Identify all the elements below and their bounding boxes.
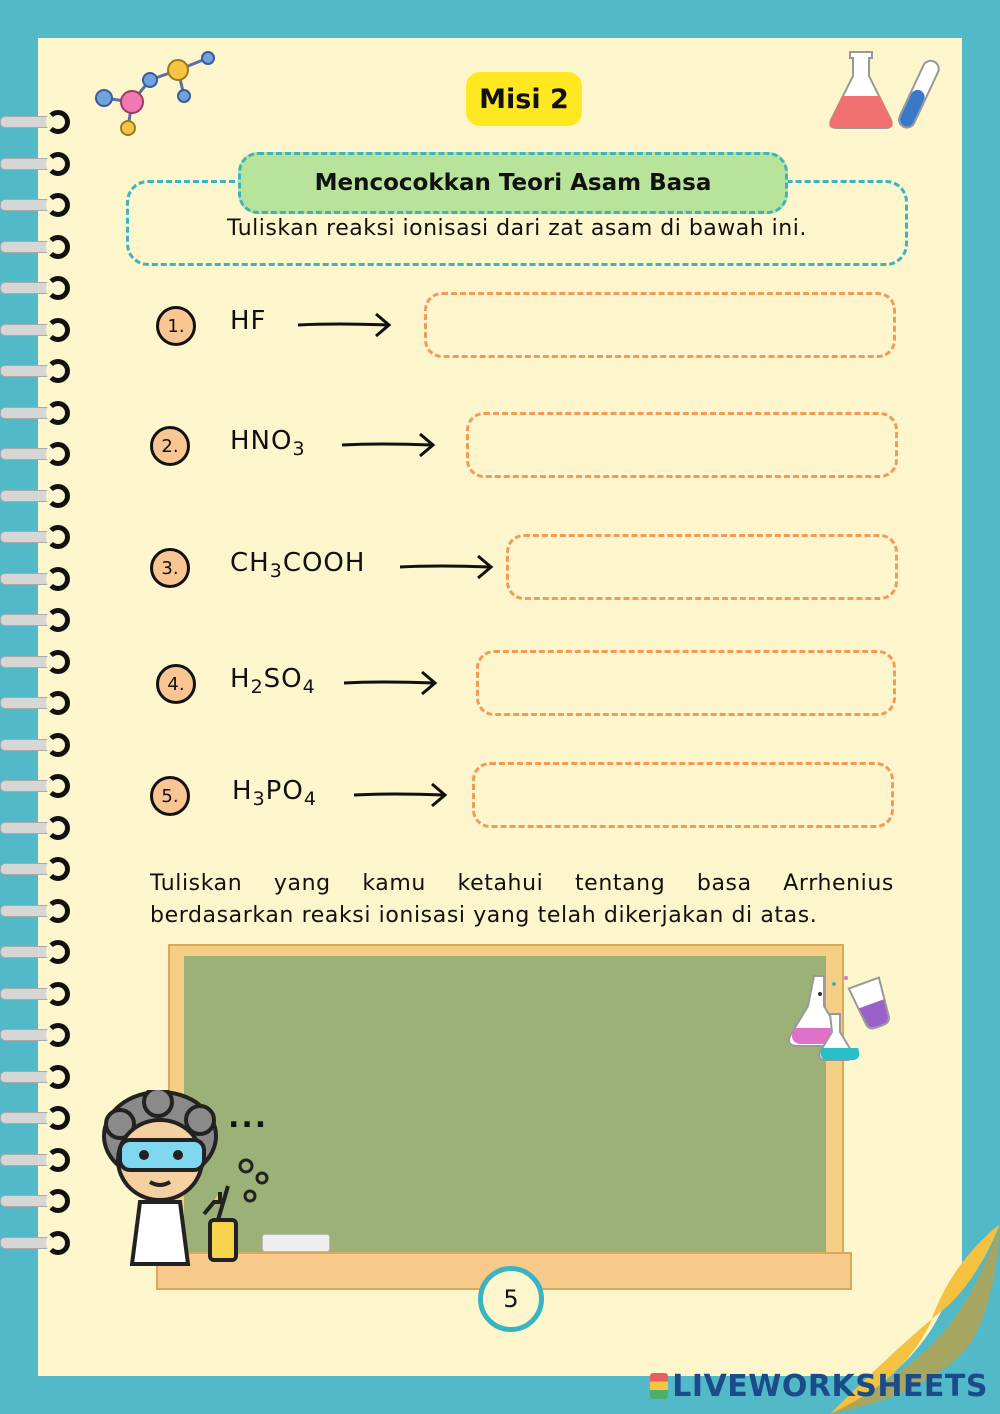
acid-formula xyxy=(232,776,317,810)
brand-mark-icon xyxy=(650,1373,668,1399)
brand-text: LIVEWORKSHEETS xyxy=(672,1369,988,1404)
formula-subscript: 4 xyxy=(303,788,317,811)
flask-icon xyxy=(826,48,896,132)
section-title: Mencocokkan Teori Asam Basa xyxy=(238,152,788,214)
spiral-ring xyxy=(0,567,70,589)
thinking-dots: ... xyxy=(228,1100,269,1135)
arrow-right-icon xyxy=(342,668,438,698)
answer-box[interactable] xyxy=(472,762,894,828)
spiral-ring xyxy=(0,1023,70,1045)
item-number: 2. xyxy=(150,426,190,466)
formula-symbol: H xyxy=(230,664,251,694)
molecule-icon xyxy=(90,50,220,140)
spiral-ring xyxy=(0,525,70,547)
acid-formula xyxy=(230,664,316,698)
spiral-ring xyxy=(0,982,70,1004)
spiral-ring xyxy=(0,1189,70,1211)
mission-badge: Misi 2 xyxy=(466,72,582,126)
formula-symbol: COOH xyxy=(282,548,366,578)
formula-symbol: HF xyxy=(230,306,267,336)
spiral-ring xyxy=(0,401,70,423)
answer-board[interactable] xyxy=(184,956,826,1252)
test-tube-icon xyxy=(894,56,942,136)
spiral-ring xyxy=(0,276,70,298)
acid-formula xyxy=(230,426,306,460)
spiral-ring xyxy=(0,650,70,672)
spiral-ring xyxy=(0,1065,70,1087)
formula-subscript: 3 xyxy=(292,438,306,461)
arrow-right-icon xyxy=(352,780,448,810)
acid-formula xyxy=(230,548,365,582)
question-text: Tuliskan yang kamu ketahui tentang basa Arrhenius berdasarkan reaksi ionisasi yang telah dikerjakan di atas. xyxy=(150,871,894,928)
spiral-ring xyxy=(0,733,70,755)
item-number: 1. xyxy=(156,306,196,346)
spiral-ring xyxy=(0,1148,70,1170)
formula-symbol: H xyxy=(232,776,253,806)
answer-box[interactable] xyxy=(424,292,896,358)
brand-logo[interactable] xyxy=(650,1369,988,1404)
spiral-ring xyxy=(0,1106,70,1128)
spiral-ring xyxy=(0,899,70,921)
item-number: 4. xyxy=(156,664,196,704)
spiral-ring xyxy=(0,318,70,340)
formula-subscript: 2 xyxy=(250,676,264,699)
spiral-ring xyxy=(0,940,70,962)
formula-symbol: SO xyxy=(263,664,303,694)
answer-box[interactable] xyxy=(506,534,898,600)
spiral-ring xyxy=(0,691,70,713)
spiral-ring xyxy=(0,359,70,381)
formula-symbol: HNO xyxy=(230,426,293,456)
arrow-right-icon xyxy=(398,552,494,582)
item-number: 5. xyxy=(150,776,190,816)
spiral-ring xyxy=(0,1231,70,1253)
spiral-ring xyxy=(0,774,70,796)
instruction-text: Tuliskan reaksi ionisasi dari zat asam di bawah ini. xyxy=(227,216,807,241)
acid-formula xyxy=(230,306,267,336)
spiral-ring xyxy=(0,857,70,879)
answer-box[interactable] xyxy=(466,412,898,478)
spiral-ring xyxy=(0,235,70,257)
spiral-ring xyxy=(0,816,70,838)
arrow-right-icon xyxy=(340,430,436,460)
item-number: 3. xyxy=(150,548,190,588)
formula-symbol: CH xyxy=(230,548,270,578)
spiral-ring xyxy=(0,152,70,174)
spiral-ring xyxy=(0,110,70,132)
page-number: 5 xyxy=(478,1266,544,1332)
spiral-ring xyxy=(0,608,70,630)
spiral-ring xyxy=(0,442,70,464)
arrow-right-icon xyxy=(296,310,392,340)
formula-symbol: PO xyxy=(265,776,304,806)
formula-subscript: 4 xyxy=(302,676,316,699)
formula-subscript: 3 xyxy=(252,788,266,811)
spiral-ring xyxy=(0,193,70,215)
answer-box[interactable] xyxy=(476,650,896,716)
spiral-ring xyxy=(0,484,70,506)
formula-subscript: 3 xyxy=(269,560,283,583)
lab-glassware-icon xyxy=(784,970,896,1074)
